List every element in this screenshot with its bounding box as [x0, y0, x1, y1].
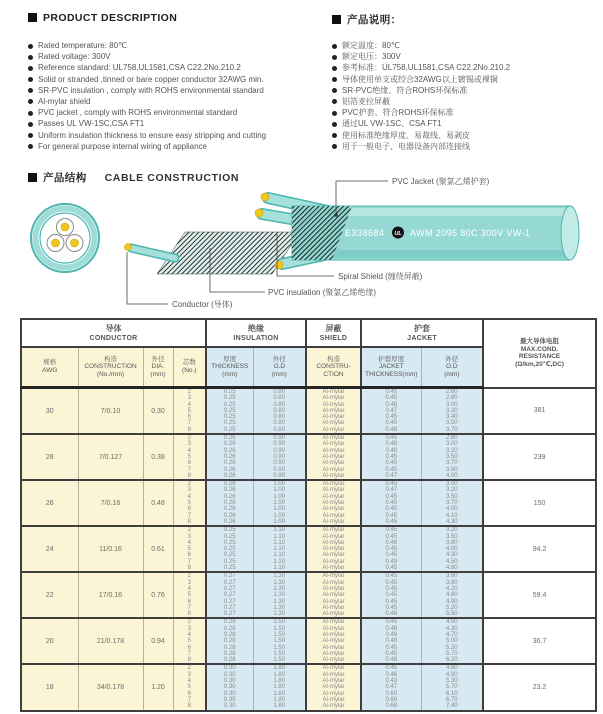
cell-jacket-thickness: 0.45 0.45 0.46 0.45 0.45 0.49 0.45	[361, 526, 421, 572]
cell-dia: 0.76	[143, 572, 173, 618]
bullet-item: 使用标准绝缘厚度、易裁线、易剥皮	[332, 131, 600, 142]
bullet-dot-icon	[28, 77, 33, 82]
conductor-label: Conductor (导体)	[172, 300, 233, 309]
cell-resistance: 23.2	[483, 664, 596, 710]
cell-construction: 34/0.178	[78, 664, 143, 710]
bullet-item: SR-PVC insulation , comply with ROHS environmental standard	[28, 86, 328, 97]
bullet-dot-icon	[28, 144, 33, 149]
cell-jacket-thickness: 0.45 0.45 0.45 0.45 0.45 0.45 0.46	[361, 572, 421, 618]
cell-jacket-od: 2.60 2.80 3.00 3.20 3.40 3.50 3.70	[421, 388, 483, 435]
cell-cores: 2 3 4 5 6 7 8	[173, 526, 206, 572]
bullet-item: PVC护套、符合ROHS环保标准	[332, 108, 600, 119]
spec-table-group-row	[21, 664, 596, 710]
bullet-item: 导体使用单支或绞合32AWG以上镀锡或裸铜	[332, 75, 600, 86]
bullet-item: 参考标准：UL758,UL1581,CSA C22.2No.210.2	[332, 63, 600, 74]
product-description-title-text: PRODUCT DESCRIPTION	[43, 12, 178, 24]
cell-awg: 22	[21, 572, 78, 618]
cell-jacket-thickness: 0.45 0.47 0.45 0.45 0.45 0.45 0.45	[361, 480, 421, 526]
cell-dia: 0.38	[143, 434, 173, 480]
spec-column-header: 构造 CONSTRU- CTION	[306, 347, 361, 388]
insulation-label: PVC insulation (聚氯乙烯绝缘)	[268, 288, 377, 297]
spec-table-group-row	[21, 526, 596, 572]
leader-dot	[334, 213, 338, 217]
cell-dia: 0.48	[143, 480, 173, 526]
cell-construction: 21/0.178	[78, 618, 143, 664]
bullet-dot-icon	[332, 133, 337, 138]
bullet-dot-icon	[28, 88, 33, 93]
cell-jacket-od: 2.80 3.00 3.20 3.50 3.70 3.80 4.00	[421, 434, 483, 480]
bullet-dot-icon	[332, 144, 337, 149]
bullet-item: Solid or stranded ,tinned or bare copper conductor 32AWG min.	[28, 75, 328, 86]
cell-ins-od: 1.10 1.10 1.10 1.10 1.10 1.10 1.10	[253, 526, 306, 572]
cable-marking-cert: E338684	[345, 228, 385, 238]
cell-awg: 28	[21, 434, 78, 480]
cell-shield: Al-mylar Al-mylar Al-mylar Al-mylar Al-mylar Al-mylar Al-mylar	[306, 388, 361, 435]
cell-jacket-od: 4.00 4.30 4.70 5.00 5.30 5.70 6.20	[421, 618, 483, 664]
bullet-item: SR-PVC绝缘、符合ROHS环保标准	[332, 86, 600, 97]
cell-dia: 1.20	[143, 664, 173, 710]
cable-construction-title-en: CABLE CONSTRUCTION	[104, 172, 240, 184]
cell-ins-od: 1.80 1.80 1.80 1.80 1.80 1.80 1.80	[253, 664, 306, 710]
cell-jacket-od: 3.60 3.90 4.20 4.60 4.90 5.20 5.50	[421, 572, 483, 618]
spec-column-header: 外径 O.D (mm)	[253, 347, 306, 388]
spec-column-header: 外径 DIA. (mm)	[143, 347, 173, 388]
product-description-title-zh-text: 产品说明：	[347, 14, 402, 26]
cell-shield: Al-mylar Al-mylar Al-mylar Al-mylar Al-mylar Al-mylar Al-mylar	[306, 526, 361, 572]
description-list-en	[28, 41, 328, 153]
cell-construction: 11/0.16	[78, 526, 143, 572]
bullet-dot-icon	[332, 88, 337, 93]
cell-jacket-thickness: 0.45 0.46 0.43 0.47 0.60 0.60 0.68	[361, 664, 421, 710]
cable-construction-title-zh: 产品结构	[43, 172, 87, 184]
cell-ins-od: 0.90 0.90 0.90 0.90 0.90 0.90 0.90	[253, 434, 306, 480]
jacket-label: PVC Jacket (聚氯乙烯护套)	[392, 177, 490, 186]
cell-construction: 7/0.127	[78, 434, 143, 480]
cell-resistance: 381	[483, 388, 596, 435]
cell-cores: 2 3 4 5 6 7 8	[173, 664, 206, 710]
cell-shield: Al-mylar Al-mylar Al-mylar Al-mylar Al-mylar Al-mylar Al-mylar	[306, 572, 361, 618]
cell-ins-od: 1.30 1.30 1.30 1.30 1.30 1.30 1.30	[253, 572, 306, 618]
bullet-item: 铝箔麦拉屏蔽	[332, 97, 600, 108]
cell-cores: 2 3 4 5 6 7 8	[173, 480, 206, 526]
cell-resistance: 59.4	[483, 572, 596, 618]
cell-ins-thickness: 0.26 0.26 0.26 0.26 0.26 0.26 0.26	[206, 480, 253, 526]
spec-group-header: 护套 JACKET	[361, 319, 483, 347]
spec-column-header: 规格 AWG	[21, 347, 78, 388]
spec-group-header-row	[21, 319, 596, 347]
bullet-item: 额定电压：300V	[332, 52, 600, 63]
cell-ins-od: 1.50 1.50 1.50 1.50 1.50 1.50 1.50	[253, 618, 306, 664]
cell-awg: 18	[21, 664, 78, 710]
cell-dia: 0.94	[143, 618, 173, 664]
cell-resistance: 36.7	[483, 618, 596, 664]
cell-cores: 2 3 4 5 6 7 8	[173, 572, 206, 618]
cell-awg: 20	[21, 618, 78, 664]
bullet-dot-icon	[332, 99, 337, 104]
spec-table-group-row	[21, 572, 596, 618]
cell-jacket-od: 3.00 3.20 3.50 3.70 4.00 4.10 4.30	[421, 480, 483, 526]
bullet-item: 额定温度：80℃	[332, 41, 600, 52]
cell-shield: Al-mylar Al-mylar Al-mylar Al-mylar Al-mylar Al-mylar Al-mylar	[306, 664, 361, 710]
cell-jacket-thickness: 0.45 0.48 0.48 0.45 0.45 0.45 0.47	[361, 434, 421, 480]
bullet-item: Rated temperature: 80℃	[28, 41, 328, 52]
cell-dia: 0.30	[143, 388, 173, 435]
shield-label: Spiral Shield (缠绕屏蔽)	[338, 272, 423, 281]
cell-construction: 7/0.16	[78, 480, 143, 526]
cell-ins-thickness: 0.25 0.25 0.25 0.25 0.25 0.25 0.25	[206, 388, 253, 435]
bullet-item: 通过UL VW-1SC、CSA FT1	[332, 119, 600, 130]
spec-group-header: 导体 CONDUCTOR	[21, 319, 206, 347]
spec-column-header: 芯数 (No.)	[173, 347, 206, 388]
cell-resistance: 150	[483, 480, 596, 526]
black-square-bullet-icon	[28, 13, 37, 22]
spec-table-group-row	[21, 388, 596, 435]
product-description-title	[28, 12, 177, 24]
bullet-dot-icon	[332, 55, 337, 60]
bullet-item: Reference standard: UL758,UL1581,CSA C22.2No.210.2	[28, 63, 328, 74]
cable-cutaway-diagram	[125, 176, 580, 309]
bullet-item: 用于一般电子、电器设备内部连接线	[332, 142, 600, 153]
cell-resistance: 239	[483, 434, 596, 480]
cell-construction: 17/0.16	[78, 572, 143, 618]
bullet-dot-icon	[28, 133, 33, 138]
cell-ins-od: 1.00 1.00 1.00 1.00 1.00 1.00 1.00	[253, 480, 306, 526]
bullet-dot-icon	[28, 55, 33, 60]
cell-shield: Al-mylar Al-mylar Al-mylar Al-mylar Al-mylar Al-mylar Al-mylar	[306, 618, 361, 664]
cell-cores: 2 3 4 5 6 7 8	[173, 618, 206, 664]
cell-jacket-thickness: 0.45 0.45 0.48 0.47 0.45 0.45 0.48	[361, 388, 421, 435]
cell-jacket-thickness: 0.45 0.48 0.49 0.48 0.45 0.45 0.48	[361, 618, 421, 664]
bullet-dot-icon	[332, 44, 337, 49]
bullet-dot-icon	[332, 77, 337, 82]
cell-awg: 24	[21, 526, 78, 572]
bullet-dot-icon	[28, 99, 33, 104]
spec-resistance-header: 最大导体电阻 MAX.COND. RESISTANCE (Ω/km,20℃,DC)	[483, 319, 596, 388]
spec-table	[20, 318, 597, 712]
spec-column-header: 护套厚度 JACKET THICKNESS(mm)	[361, 347, 421, 388]
bullet-item: Uniform insulation thickness to ensure easy stripping and cutting	[28, 131, 328, 142]
bullet-dot-icon	[28, 44, 33, 49]
cell-dia: 0.61	[143, 526, 173, 572]
bullet-item: For general purpose internal wiring of appliance	[28, 142, 328, 153]
cell-jacket-od: 3.20 3.50 3.80 4.00 4.30 4.50 4.80	[421, 526, 483, 572]
cell-ins-thickness: 0.26 0.26 0.26 0.26 0.26 0.26 0.26	[206, 434, 253, 480]
spec-table-wrap	[20, 318, 597, 712]
spec-table-body	[21, 388, 596, 711]
cell-construction: 7/0.10	[78, 388, 143, 435]
spec-table-group-row	[21, 434, 596, 480]
description-list-zh	[332, 41, 600, 153]
spec-column-header: 外径 O.D (mm)	[421, 347, 483, 388]
cell-resistance: 94.2	[483, 526, 596, 572]
ul-mark-icon	[392, 227, 404, 239]
cell-ins-thickness: 0.27 0.27 0.27 0.27 0.27 0.27 0.27	[206, 572, 253, 618]
black-square-bullet-icon	[332, 15, 341, 24]
cell-jacket-od: 4.60 4.90 5.30 5.70 6.10 6.70 7.40	[421, 664, 483, 710]
svg-text:UL: UL	[394, 230, 402, 237]
cell-ins-thickness: 0.30 0.30 0.30 0.30 0.30 0.30 0.30	[206, 664, 253, 710]
bullet-item: Rated voltage: 300V	[28, 52, 328, 63]
cell-ins-thickness: 0.25 0.25 0.25 0.25 0.25 0.25 0.25	[206, 526, 253, 572]
cell-cores: 2 3 4 5 6 7 8	[173, 434, 206, 480]
bullet-item: Al-mylar shield	[28, 97, 328, 108]
bullet-item: PVC jacket , comply with ROHS environmental standard	[28, 108, 328, 119]
spec-group-header: 屏蔽 SHIELD	[306, 319, 361, 347]
spec-group-header: 绝缘 INSULATION	[206, 319, 306, 347]
cell-ins-thickness: 0.28 0.28 0.28 0.28 0.28 0.28 0.28	[206, 618, 253, 664]
cell-awg: 26	[21, 480, 78, 526]
bullet-dot-icon	[28, 111, 33, 116]
cable-marking-spec: AWM 2095 80C 300V VW-1	[410, 228, 531, 238]
bullet-dot-icon	[332, 66, 337, 71]
spec-table-group-row	[21, 618, 596, 664]
spec-table-group-row	[21, 480, 596, 526]
spec-table-head	[21, 319, 596, 388]
bullet-dot-icon	[28, 66, 33, 71]
cable-cross-section-diagram	[31, 204, 99, 272]
bullet-dot-icon	[332, 122, 337, 127]
cell-cores: 2 3 4 5 6 7 8	[173, 388, 206, 435]
cable-construction-diagram	[0, 168, 603, 318]
spec-column-header: 厚度 THICKNESS (mm)	[206, 347, 253, 388]
cell-awg: 30	[21, 388, 78, 435]
bullet-dot-icon	[332, 111, 337, 116]
cell-ins-od: 0.80 0.80 0.80 0.80 0.80 0.80 0.80	[253, 388, 306, 435]
spec-column-header: 构造 CONSTRUCTION (No./mm)	[78, 347, 143, 388]
bullet-dot-icon	[28, 122, 33, 127]
product-description-title-zh	[332, 12, 402, 27]
bullet-item: Passes UL VW-1SC,CSA FT1	[28, 119, 328, 130]
cell-shield: Al-mylar Al-mylar Al-mylar Al-mylar Al-mylar Al-mylar Al-mylar	[306, 480, 361, 526]
cell-shield: Al-mylar Al-mylar Al-mylar Al-mylar Al-mylar Al-mylar Al-mylar	[306, 434, 361, 480]
